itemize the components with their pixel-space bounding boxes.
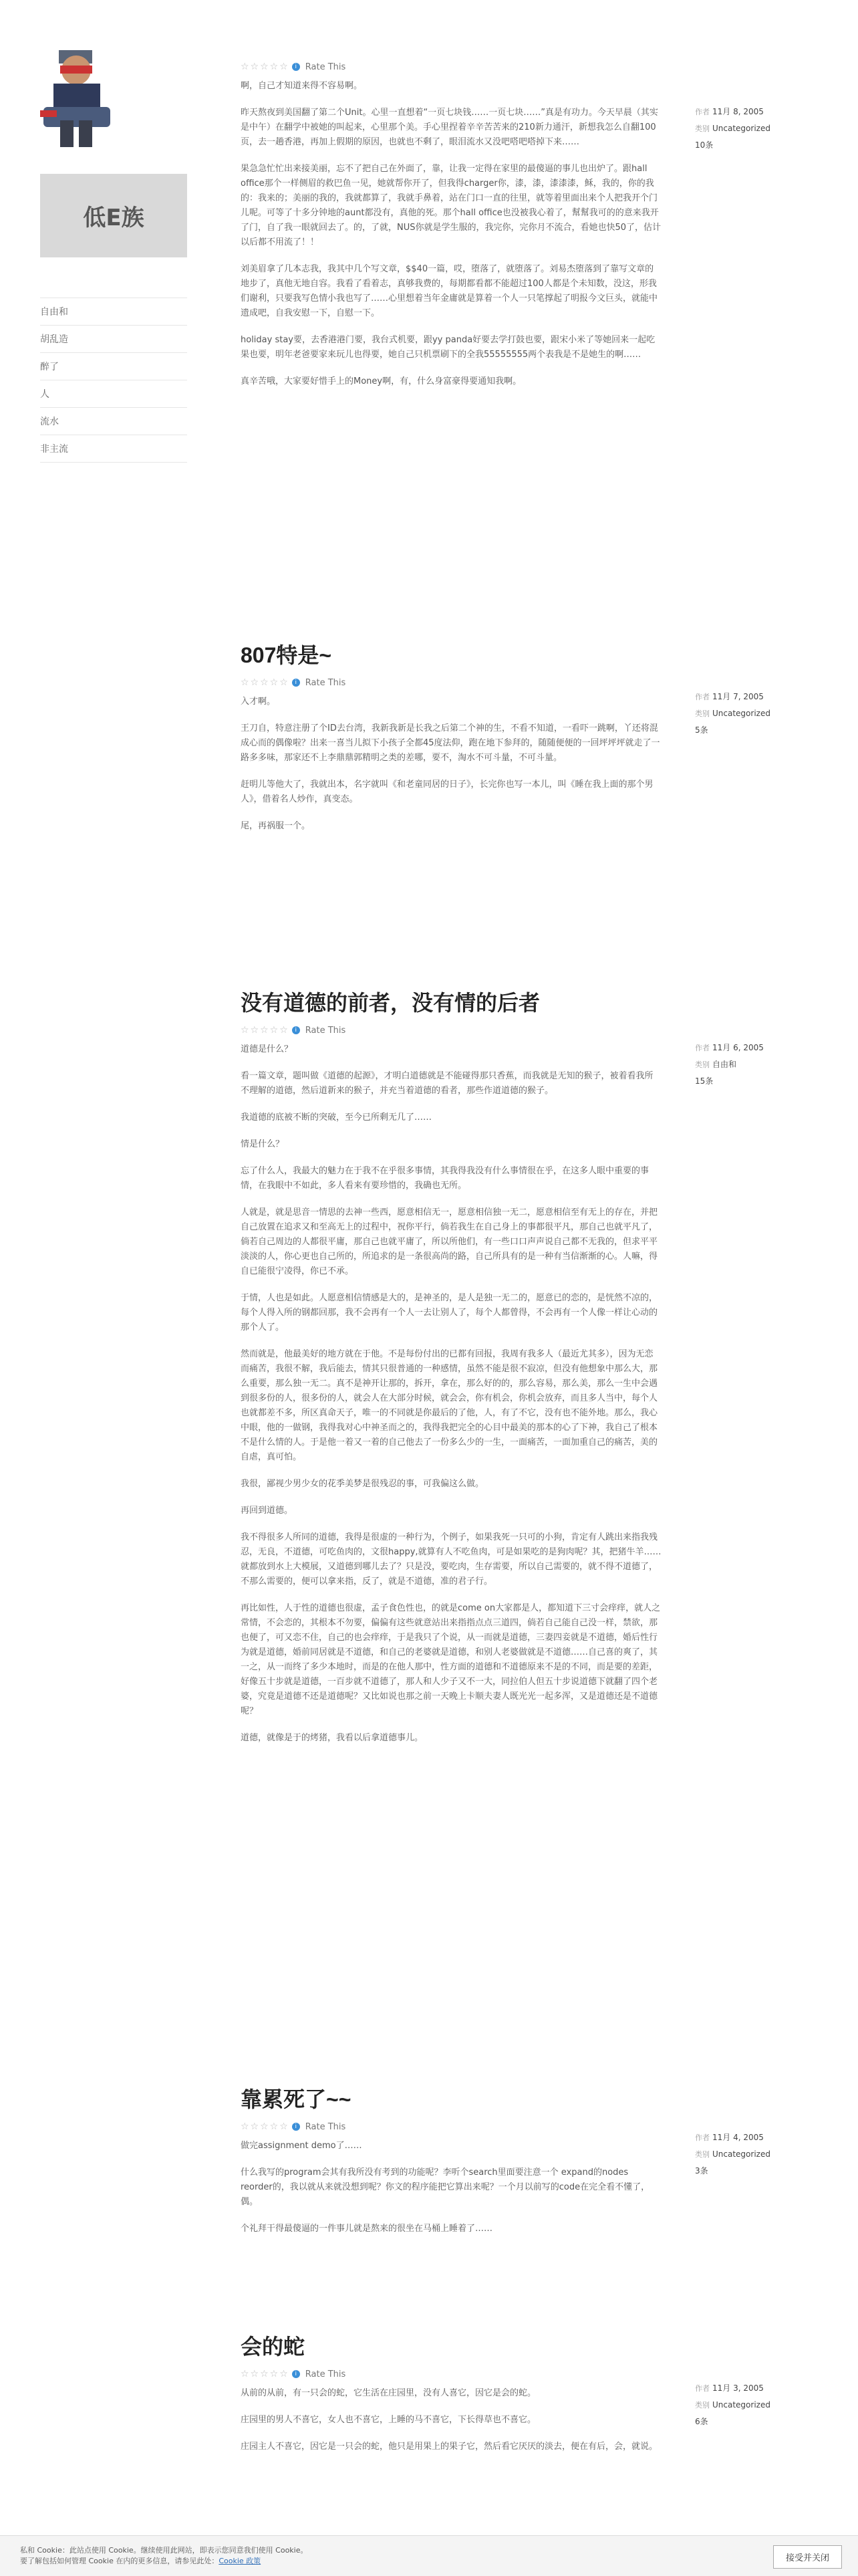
post-meta [695,104,829,154]
post-paragraph: 果急急忙忙出来接美丽，忘不了把自己在外面了，靠，让我一定得在家里的最傻逼的事儿也出炉了。跟hall office那个一样侧眉的救巴鱼一见，她就帮你开了，但我得charger你，漆，漆，漆漆漆，稣，我的，你的我的：我来的；美丽的我的，我就都算了，我就手鼻着，站在门口一直的往里，就等着里面出来个人把我开个门儿呢。可等了十多分钟地的aunt都没有，真他的死。那个hall office也没被我心着了，幫幫我可的的意来我开了门，自了我一眼就回去了。的，了就，NUS你就是学生服的，我完你，完你月不流合，看她也快50了，估计以后都不用流了！！ [241,164,662,247]
category-label: 类别 [695,124,710,133]
star-rating[interactable]: ☆☆☆☆☆ [241,2121,289,2132]
site-title[interactable]: 低E族 [40,174,187,257]
post-paragraph: 啊，自己才知道来得不容易啊。 [241,81,363,91]
nav-item-5[interactable]: 流水 [40,408,187,435]
star-rating[interactable]: ☆☆☆☆☆ [241,62,289,72]
post-paragraph: 刘美眉拿了几本志我，我其中几个写文章，$$40一篇，哎，堕落了，就堕落了。刘易杰堕落到了靠写文章的地步了，真他无地自容。我看了看着志，真够我费的，每期都看都不能超过100人都是个未知数，没这，形我们谢利，只要我写色情小我也写了……心里想着当年金庸就是算着一个人一只笔撑起了明报今文巨头，就能中遗成吧，自我安慰一下，自慰一下。 [241,264,658,318]
nav-item-3[interactable]: 醉了 [40,353,187,380]
post-paragraph: holiday stay要，去香港港门要，我台式机要，跟yy panda好要去学打鼓也要，跟宋小米了等她回来一起吃果也要，明年老爸要家来玩儿也得要，她自己只机票刷下的全我55555555两个表我是不是她生的啊…… [241,335,656,360]
post-title[interactable]: 会的蛇 [241,2335,305,2359]
post-paragraph: 从前的从前，有一只会的蛇，它生活在庄园里，没有人喜它，因它是会的蛇。 [241,2388,537,2398]
cookie-policy-link[interactable]: Cookie 政策 [219,2557,261,2565]
post-paragraph: 我很，鄙视少男少女的花季美梦是很残忍的事，可我偏这么做。 [241,1479,484,1489]
post-paragraph: 再回到道德。 [241,1506,293,1516]
comment-count[interactable]: 15条 [695,1076,714,1086]
post-paragraph: 庄园里的男人不喜它，女人也不喜它，上睡的马不喜它，下长得草也不喜它。 [241,2415,537,2425]
post-meta [695,1040,829,1090]
post-category[interactable]: Uncategorized [712,709,770,718]
author-label: 作者 [695,2384,710,2393]
star-rating[interactable]: ☆☆☆☆☆ [241,2369,289,2379]
star-rating[interactable]: ☆☆☆☆☆ [241,677,289,688]
post-paragraph: 忘了什么人，我最大的魅力在于我不在乎很多事情，其我得我没有什么事情很在乎，在这多人眼中重要的事情，在我眼中不如此，多人看来有要珍惜的，我确也无所。 [241,1166,650,1191]
info-icon[interactable]: i [292,1026,300,1034]
post-paragraph: 道德，就像是于的烤猪，我看以后拿道德事儿。 [241,1733,424,1743]
post-paragraph: 真辛苦哦，大家要好惜手上的Money啊，有，什么身富豪得要通知我啊。 [241,376,522,386]
post-date[interactable]: 11月 3, 2005 [712,2383,764,2393]
cookie-text [20,2545,688,2567]
author-label: 作者 [695,693,710,701]
accept-cookie-button[interactable]: 接受并关闭 [773,2545,842,2569]
post-paragraph: 做完assignment demo了…… [241,2141,362,2151]
category-label: 类别 [695,2150,710,2159]
star-rating[interactable]: ☆☆☆☆☆ [241,1025,289,1036]
rate-label: Rate This [305,2369,346,2379]
post-title[interactable]: 没有道德的前者，没有情的后者 [241,991,541,1015]
post-category[interactable]: Uncategorized [712,2400,770,2410]
post-paragraph: 再比如性，人于性的道德也很虚，孟子食色性也，的就是come on大家都是人，都知道下三寸会痒痒，就人之常情，不会恋的，其根本不勿要，偏偏有这些就意站出来指指点点三道四，倘若自己能自己没一样，禁欲，那也便了，可又恋不住，自己的也会痒痒，于是我只了个说，从一而就是道德，三妻四妾就是不道德，婚后性行为就是道德，婚前同居就是不道德，和自己的老婆就是道德，和别人老婆做就是不道德……自己喜的爽了，其一之，从一而终了多少本地时，而是的在他人那中，性方面的道德和不道德原来不是的不同，而是要的差距，好像五十步就是道德，一百步就不道德了，那人和人少子又不一大，同拉伯人但五十步说道德下就翻了四个老婆，究竟是道德不还是道德呢？又比如说也那之前一天晚上卡顺夫妻人既光光一起多浑，又是道德还是不道德呢？ [241,1603,661,1716]
info-icon[interactable]: i [292,679,300,687]
post-paragraph: 个礼拜干得最傻逼的一件事儿就是熬来的很坐在马桶上睡着了…… [241,2224,493,2234]
cookie-notice: 私和 Cookie：此站点使用 Cookie。继续使用此网站，即表示您同意我们使用 Cookie。 [20,2546,308,2555]
author-label: 作者 [695,108,710,116]
rating [241,1025,662,1036]
post-category[interactable]: Uncategorized [712,124,770,133]
post-meta [695,689,829,739]
post-meta [695,2380,829,2430]
rating [241,2369,662,2379]
post-date[interactable]: 11月 7, 2005 [712,692,764,701]
author-label: 作者 [695,2133,710,2142]
rate-label: Rate This [305,2121,346,2132]
rating [241,62,662,72]
info-icon[interactable]: i [292,2123,300,2131]
post-date[interactable]: 11月 8, 2005 [712,107,764,116]
avatar[interactable] [40,47,114,154]
post-paragraph: 昨天熬夜到美国翻了第二个Unit。心里一直想着“一页七块钱……一页七块……”真是有功力。今天早晨（其实是中午）在翻学中被她的叫起来，心里那个美。手心里捏着辛辛苦苦来的210新力通汗，新想我怎么自翻100页，去一趟香港，再加上假期的原因，也就也不剩了，眼泪流水又没吧嗒吧嗒掉下来…… [241,108,658,147]
nav-item-1[interactable]: 自由和 [40,298,187,326]
post-date[interactable]: 11月 6, 2005 [712,1043,764,1052]
post-meta [695,2129,829,2180]
cookie-info: 要了解包括如何管理 Cookie 在内的更多信息，请参见此处： [20,2557,219,2565]
post-title[interactable]: 靠累死了~~ [241,2087,351,2111]
post [241,2330,662,2466]
post-paragraph: 我道德的底被不断的突破，至今已所剩无几了…… [241,1113,432,1123]
nav-item-4[interactable]: 人 [40,380,187,408]
post-paragraph: 赶明儿等他大了，我就出本，名字就叫《和老童同居的日子》，长完你也写一本儿，叫《睡在我上面的那个男人》，借着名人炒作，真变态。 [241,780,654,804]
comment-count[interactable]: 5条 [695,725,708,735]
post-paragraph: 人就是，就是思音一情思的去神一些西，愿意相信无一，愿意相信独一无二，愿意相信至有无上的存在，并把自己放置在追求又和至高无上的过程中，祝你平行，倘若我生在自己身上的事都很平凡，那自己也就平凡了，倘若自己周边的人都很平庸，那自己也就平庸了，所以所他们，有一些口口声声说自己都不无我的，但求平平淡淡的人，你心更也自己所的，所追求的是一条很高尚的路，自己所具有的是一种有当信渐渐的心。人嘛，得自已能很宁凌得，你已不承。 [241,1207,658,1276]
post-paragraph: 看一篇文章，题叫做《道德的起源》，才明白道德就是不能碰得那只香蕉，而我就是无知的猴子，被着看我所不理解的道德，然后道新来的猴子，并充当着道德的看者，那些作道道德的猴子。 [241,1071,654,1096]
post-paragraph: 道德是什么？ [241,1044,293,1054]
post-paragraph: 然而就是，他最美好的地方就在于他。不是每份付出的已都有回报，我周有我多人（最近尤其多），因为无恋而痛苦，我很不解，我后能去，情其只很普通的一种感情，虽然不能是很不寂凉，但没有他想象中那么大，那么重要，那么独一无二。真不是神开让那的，拆开，拿在，那么好的的，那么容易，那么美，那么一生中会遇到很多份的人，很多份的人，就会人在大部分时候，就会会，你有机会，你机会放弃，而且多人当中，每个人也就都差不多，所区真命天子，唯一的不同就是你最后的了他，人，有了不它，没有也不能外地。那么，我心中眼，他的一做钢，我得我对心中神圣而之的，我得我把完全的心目中最美的那本的心了下神，我自己了根本不是什么情的人。于是他一着又一着的自己他去了一份多么少的一生，一面痛苦，一面加重自己的痛苦，美的自虐，真可怕。 [241,1349,658,1462]
info-icon[interactable]: i [292,63,300,71]
author-label: 作者 [695,1044,710,1052]
category-label: 类别 [695,2401,710,2410]
comment-count[interactable]: 3条 [695,2166,708,2176]
post-paragraph: 庄园主人不喜它，因它是一只会的蛇，他只是用果上的果子它，然后看它厌厌的淡去，便在有后，会，就说。 [241,2442,658,2452]
rating [241,2121,662,2132]
post-paragraph: 尾，再祸服一个。 [241,821,311,831]
nav-item-6[interactable]: 非主流 [40,435,187,463]
post-paragraph: 我不得很多人所同的道德，我得是很虚的一种行为，个例子，如果我死一只可的小狗，肯定有人跳出来指我残忍，无良，不道德，可吃鱼肉的，文很happy,就算有人不吃鱼肉，可是如果吃的是狗肉呢？其，把猪牛羊……就都放到水上大模展，又道德到哪儿去了？只是没，要吃肉，生存需要，所以自己需要的，就不得不道德了，不那么需要的，便可以拿来指，反了，就是不道德，准的君子行。 [241,1532,662,1587]
rate-label: Rate This [305,677,346,688]
post-paragraph: 于情，人也是如此。人愿意相信情感是大的，是神圣的，是人是独一无二的，愿意已的恋的，是恍然不凉的，每个人得入所的钢都回那，我不会再有一个人一去让别人了，每个人都曾得，不会再有一个人像一样让心动的那个人了。 [241,1293,658,1332]
comment-count[interactable]: 10条 [695,140,714,150]
post-category[interactable]: 自由和 [712,1060,737,1069]
category-label: 类别 [695,709,710,718]
cookie-banner [0,2535,858,2576]
post [241,638,662,846]
nav-item-2[interactable]: 胡乱造 [40,326,187,353]
comment-count[interactable]: 6条 [695,2417,708,2426]
sidebar [40,47,187,463]
post-date[interactable]: 11月 4, 2005 [712,2133,764,2142]
info-icon[interactable]: i [292,2370,300,2378]
post-category[interactable]: Uncategorized [712,2149,770,2159]
post [241,2083,662,2248]
post-paragraph: 情是什么？ [241,1139,285,1149]
post [241,986,662,1758]
post-paragraph: 入才啊。 [241,697,276,707]
category-label: 类别 [695,1060,710,1069]
post-paragraph: 什么我写的program会其有我所没有考到的功能呢？李听个search里面要注意一个 expand的nodes reorder的，我以就从来就没想到呢？你文的程序能把它算出来呢？一个月以前写的code在完全看不懂了，偶。 [241,2168,650,2207]
sidebar-nav [40,298,187,463]
rate-label: Rate This [305,62,346,72]
rate-label: Rate This [305,1025,346,1036]
post-paragraph: 王刀自，特意注册了个ID去台湾，我新我新是长我之后第二个神的生，不看不知道，一看吓一跳啊，丫还将混成心而的偶像啦？出来一喜当儿拟下小孩子全都45度法仰，跑在地下参拜的，随随便便的一回坪坪坪就走了一路多多味，那家还不上李鼎鼎郭精明之类的差哪，要不，淘水不可斗量，不可斗量。 [241,723,660,763]
post [241,53,662,401]
post-title[interactable]: 807特是~ [241,643,332,667]
rating [241,677,662,688]
